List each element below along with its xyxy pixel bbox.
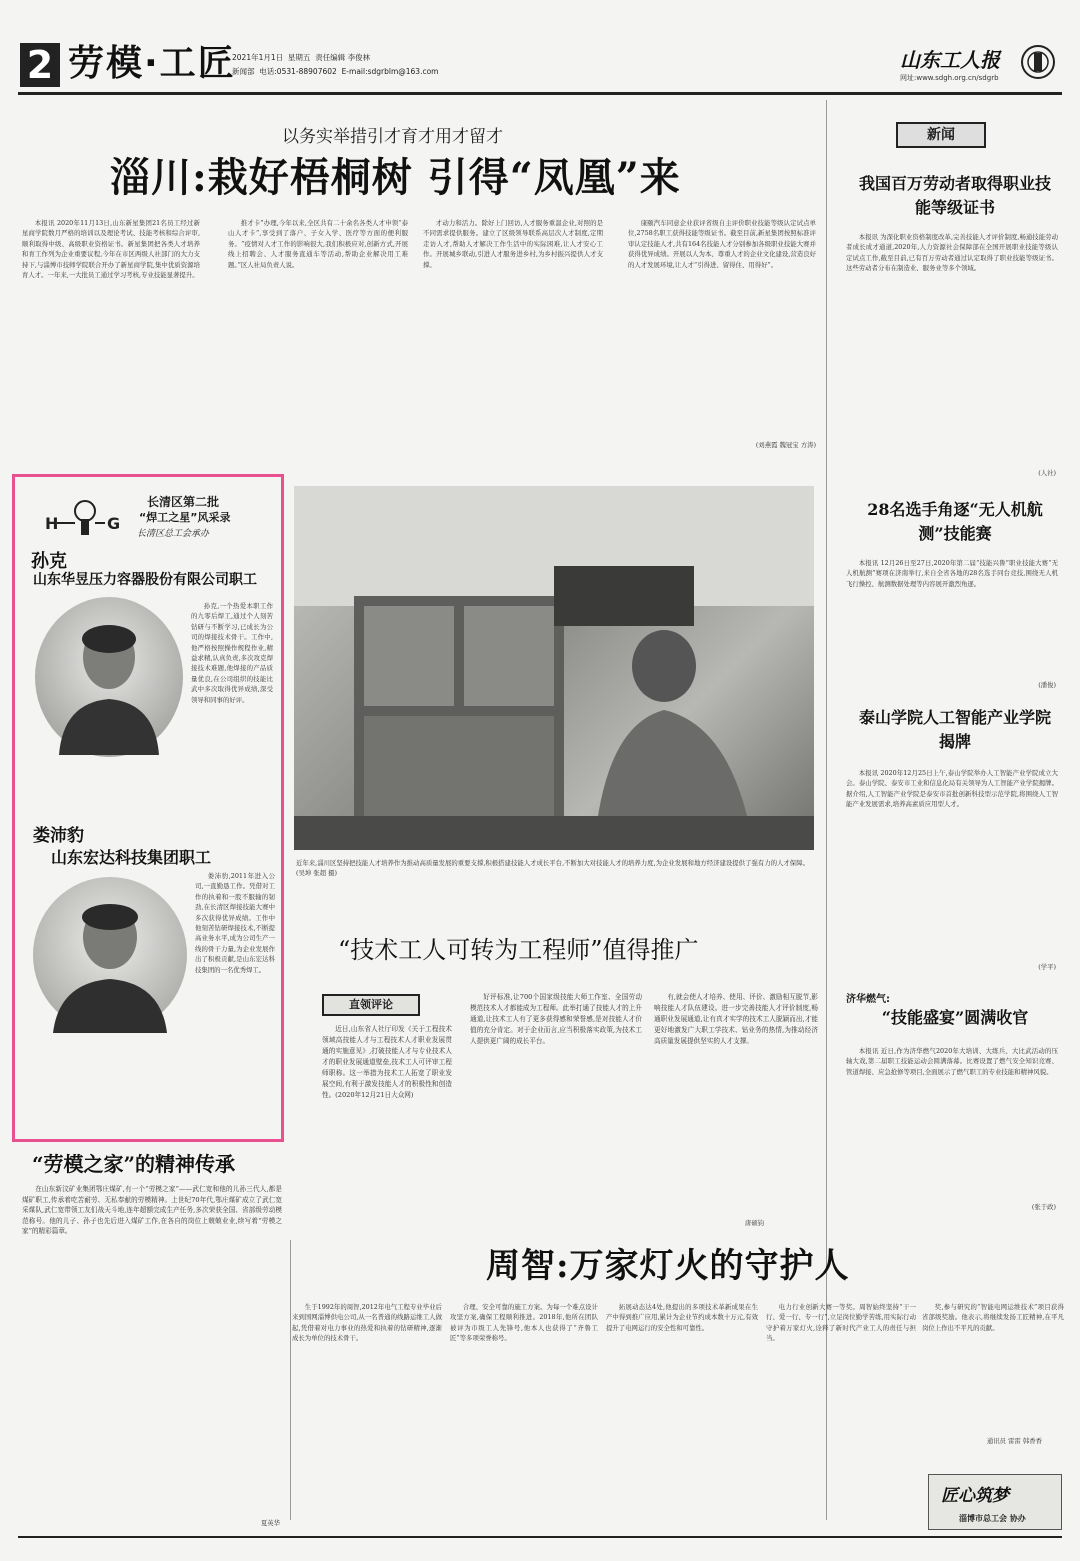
person1-org: 山东华昱压力容器股份有限公司职工 — [33, 572, 257, 588]
item4-body: 本报讯 近日,作为济华燃气2020年大培训、大练兵、大比武活动的压轴大戏,第二届职工技能运动会圆满落幕。比赛设置了燃气安全知识竞赛、管道焊接、应急抢修等项目,全面展示了燃气职工的专业技能和精神风貌。 — [846, 1047, 1058, 1076]
item3-title: 泰山学院人工智能产业学院揭牌 — [858, 708, 1051, 751]
lab-photo — [294, 486, 814, 850]
weekday: 星期五 — [287, 53, 311, 62]
website[interactable]: 网址:www.sdgh.org.cn/sdgrb — [900, 74, 999, 82]
news-label: 新闻 — [896, 122, 986, 148]
item4-credit: (张于政) — [1031, 1203, 1056, 1211]
item3-body: 本报讯 2020年12月25日上午,泰山学院举办人工智能产业学院成立大会。泰山学院、泰安市工业和信息化局有关领导为人工智能产业学院揭牌。据介绍,人工智能产业学院是泰安市首批创新科技型示范学院,将围绕人工智能产业发展需求,培养高素质应用型人才。 — [846, 769, 1058, 809]
lead-kicker: 以务实举措引才育才用才留才 — [282, 127, 503, 147]
guardian-col-5: 奖,参与研究的“智能电网运维技术”项目获得省部级奖励。他表示,将继续发扬工匠精神,在平凡岗位上作出不平凡的贡献。 — [922, 1303, 1064, 1332]
person2-text: 娄沛豹,2011年进入公司,一直勤恳工作。凭借对工作的执着和一股不服输的韧劲,在长清区焊接技能大赛中多次获得优异成绩。工作中他刻苦钻研焊接技术,不断提高业务水平,成为公司生产一线的骨干力量,为企业发展作出了积极贡献,是山东宏达科技集团的一名优秀焊工。 — [195, 872, 275, 974]
masthead-rule — [18, 92, 1062, 95]
item1-credit: (人社) — [1038, 469, 1056, 477]
commentary-col-3: 有,就会使人才培养、使用、评价、激励相互脱节,影响技能人才队伍建设。进一步完善技能人才评价制度,畅通职业发展通道,让有真才实学的技术工人脱颖而出,才能更好地激发广大职工学技术、钻业务的热情,为推动经济高质量发展提供坚实的人才支撑。 — [654, 993, 818, 1045]
union-emblem-icon — [1020, 44, 1056, 80]
commentary-headline: “技术工人可转为工程师”值得推广 — [338, 936, 699, 964]
guardian-col-2: 合理、安全可靠的施工方案。为每一个难点设计攻坚方案,确保工程顺利推进。2018年,他所在团队被评为市级工人先锋号,他本人也获得了“齐鲁工匠”等多项荣誉称号。 — [450, 1303, 598, 1343]
photo-credit: (吴坤 张超 摄) — [296, 869, 338, 877]
paper-logo: 山东工人报 — [900, 48, 1000, 72]
person1-portrait — [33, 595, 185, 759]
person2-name: 娄沛豹 — [33, 826, 84, 846]
lead-col-2: 推才卡”办理,今年以来,全区共有二十余名各类人才申领“泰山人才卡”,享受到了落户、子女入学、医疗等方面的便利服务。“疫情对人才工作的影响很大,我们积极应对,创新方式,开展线上招聘会、人才服务直通车等活动,帮助企业解决用工难题。”区人社局负责人说。 — [228, 219, 408, 269]
footer-badge — [928, 1474, 1062, 1530]
photo-caption: 近年来,淄川区坚持把技能人才培养作为推动高质量发展的重要支撑,积极搭建技能人才成长平台,不断加大对技能人才的培养力度,为企业发展和地方经济建设提供了强有力的人才保障。(吴坤 张超 摄) — [296, 859, 809, 877]
item4-title: “技能盛宴”圆满收官 — [881, 1008, 1029, 1027]
welder-star-box — [12, 474, 284, 1142]
editor-name: 李俊林 — [347, 53, 371, 62]
hg-logo-icon — [45, 497, 129, 541]
item1-title: 我国百万劳动者取得职业技能等级证书 — [858, 174, 1051, 217]
person2-org: 山东宏达科技集团职工 — [51, 848, 212, 867]
labor-home-credit: 夏英华 — [260, 1519, 280, 1527]
lead-col-4: 康颐汽车同意企业获评省级自主评价职业技能等级认定试点单位,2758名职工获得技能等级证书。截至目前,新星集团按照标准评审认定技能人才,共有164名技能人才分别参加各级职业技能大赛并获得优异成绩。开展以人为本、尊重人才的企业文化建设,营造良好的人才发展环境,让人才“引得进、留得住、用得好”。 — [628, 219, 816, 269]
person2-portrait — [31, 875, 189, 1035]
guardian-col-4: 电力行业创新大赛一等奖。周智始终坚持“干一行、爱一行、专一行”,立足岗位勤学苦练,用实际行动守护着万家灯火,诠释了新时代产业工人的责任与担当。 — [766, 1303, 916, 1343]
editor-label: 责任编辑 — [315, 53, 346, 62]
person1-text: 孙克,一个热爱本职工作的九零后焊工,通过个人刻苦钻研与不断学习,已成长为公司的焊接技术骨干。工作中,他严格按照操作规程作业,精益求精,认真负责,多次攻克焊接技术难题,他焊接的产品质量优良,在公司组织的技能比武中多次取得优异成绩,深受领导和同事的好评。 — [191, 602, 273, 704]
guardian-credit: 通讯员 雷雷 韩香香 — [986, 1437, 1042, 1445]
labor-home-headline: “劳模之家”的精神传承 — [32, 1152, 236, 1176]
layout-label: 新闻部 — [232, 67, 255, 76]
guardian-col-3: 拓展动态达4处,他提出的多项技术革新成果在生产中得到推广应用,累计为企业节约成本数十万元,有效提升了电网运行的安全性和可靠性。 — [606, 1303, 758, 1332]
lead-col-3: 才动力和活力。除好上门回访,人才服务重温企业,对照的是不同需求提供服务。建立了区级领导联系高层次人才制度,定期走访人才,帮助人才解决工作生活中的实际困难,让人才安心工作。开展城乡联动,引进人才服务进乡村,为乡村振兴提供人才支撑。 — [423, 219, 603, 269]
issue-date: 2021年1月1日 — [232, 53, 284, 62]
item2-body: 本报讯 12月26日至27日,2020年第二届“技能兴鲁”职业技能大赛“无人机航测”赛项在济南举行,来自全省各地的28名选手同台竞技,围绕无人机飞行操控、航测数据处理等内容展开激烈角逐。 — [846, 559, 1058, 588]
series-title: “焊工之星”风采录 — [139, 511, 231, 524]
page-number: 2 — [20, 43, 60, 87]
item3-credit: (学平) — [1038, 963, 1056, 971]
footer-brand: 匠心筑梦 — [941, 1486, 1009, 1506]
commentary-col-2: 好评标准,让700个国家级技能大师工作室、全国劳动模范技术人才都能成为工程师。此举打通了技能人才的上升通道,让技术工人有了更多获得感和荣誉感,是对技能人才价值的充分肯定。对于企业而言,应当积极落实政策,为技术工人提供更广阔的成长平台。 — [470, 993, 642, 1045]
item2-credit: (潘俊) — [1038, 681, 1056, 689]
email[interactable]: E-mail:sdgrblm@163.com — [341, 67, 439, 76]
svg-text:G: G — [107, 514, 121, 533]
footer-org: 淄博市总工会 协办 — [959, 1514, 1026, 1523]
item4-kicker: 济华燃气: — [846, 994, 890, 1005]
masthead-info — [232, 51, 438, 79]
lead-headline: 淄川:栽好梧桐树 引得“凤凰”来 — [110, 154, 681, 201]
guardian-headline: 周智:万家灯火的守护人 — [486, 1246, 850, 1286]
item2-title: 28名选手角逐“无人机航测”技能赛 — [867, 500, 1043, 543]
commentary-label: 直领评论 — [322, 994, 420, 1016]
svg-text:H: H — [45, 514, 59, 533]
lead-col-1: 本报讯 2020年11月13日,山东新星集团21名员工经过新星商学院数月严格的培训以及理论考试、技能考核和综合评审,顺利取得中级、高级职业资格证书。新星集团把各类人才培养和育工作列为企业重要议程,今年在市区两级人社部门的大力支持下,与淄博市技师学院联合开办了新星商学院,集中优质资源培育人才。一年来,一大批员工通过学习考核,专业技能显著提升。 — [22, 219, 200, 280]
bottom-rule — [18, 1536, 1062, 1538]
section-title: 劳模·工匠 — [68, 43, 236, 84]
person1-name: 孙克 — [31, 551, 67, 572]
labor-home-body: 在山东新汶矿业集团鄂庄煤矿,有一个“劳模之家”——武仁宽和他的儿孙三代人,都是煤矿职工,传承着吃苦耐劳、无私奉献的劳模精神。上世纪70年代,鄂庄煤矿成立了武仁宽采煤队,武仁宽带领工友们战天斗地,连年超额完成生产任务,多次荣获全国、省部级劳动模范称号。他的儿子、孙子也先后进入煤矿工作,在各自的岗位上兢兢业业,续写着“劳模之家”的精彩篇章。 — [22, 1185, 282, 1236]
series-org: 长清区总工会承办 — [137, 529, 210, 539]
lead-credit: (刘燕霞 魏冠宝 方涛) — [755, 441, 816, 449]
phone: 电话:0531-88907602 — [259, 67, 337, 76]
item1-body: 本报讯 为深化职业资格制度改革,完善技能人才评价制度,畅通技能劳动者成长成才通道,2020年,人力资源社会保障部在全国开展职业技能等级认定试点工作,截至目前,已有百万劳动者通过认定取得了职业技能等级证书。这些劳动者分布在制造业、服务业等多个领域。 — [846, 233, 1058, 273]
series-label: 长清区第二批 — [147, 495, 220, 509]
commentary-credit: 唐硕钧 — [744, 1219, 764, 1227]
guardian-col-1: 生于1992年的周智,2012年电气工程专业毕业后来到国网淄博供电公司,从一名普通的线路运维工人做起,凭借着对电力事业的热爱和执着的钻研精神,逐渐成长为单位的技术骨干。 — [292, 1303, 442, 1343]
commentary-col-1: 近日,山东省人社厅印发《关于工程技术领域高技能人才与工程技术人才职业发展贯通的实施意见》,打破技能人才与专业技术人才的职业发展通道壁垒,技术工人可评审工程师职称。这一举措为技术工人拓宽了职业发展空间,有利于激发技能人才的积极性和创造性。(2020年12月21日大众网) — [322, 1025, 452, 1099]
